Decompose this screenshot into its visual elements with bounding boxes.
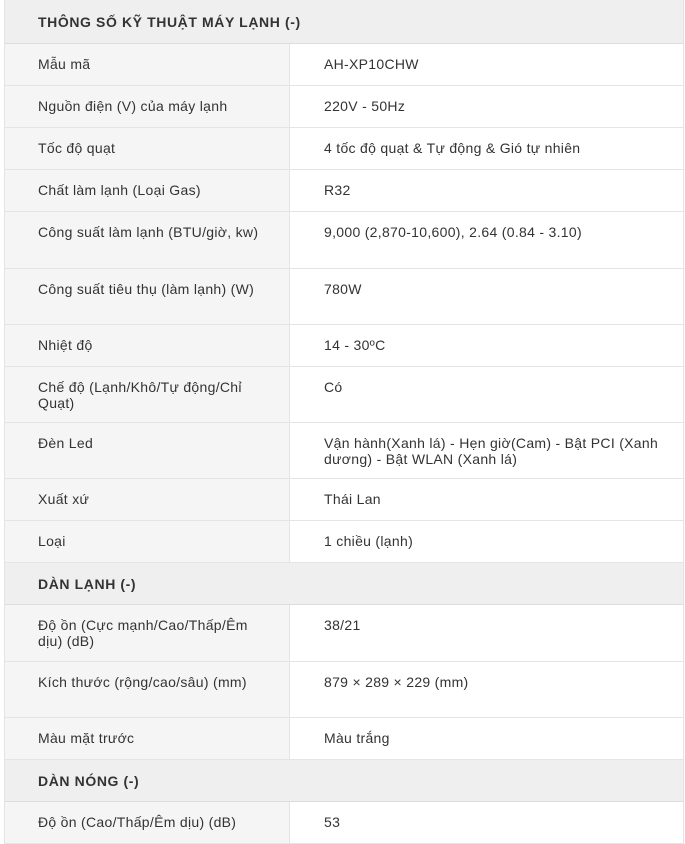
- spec-label: Tốc độ quạt: [5, 128, 290, 169]
- spec-value: Màu trắng: [290, 718, 683, 759]
- section-header-outdoor-unit: DÀN NÓNG (-): [5, 760, 683, 802]
- spec-label: Xuất xứ: [5, 479, 290, 520]
- spec-row-cooling-capacity: [5, 212, 683, 269]
- spec-label: Nhiệt độ: [5, 325, 290, 366]
- spec-label: Chế độ (Lạnh/Khô/Tự động/Chỉ Quạt): [5, 367, 290, 422]
- spec-row-temperature: [5, 325, 683, 367]
- spec-value: Thái Lan: [290, 479, 683, 520]
- spec-label: Nguồn điện (V) của máy lạnh: [5, 86, 290, 127]
- spec-label: Kích thước (rộng/cao/sâu) (mm): [5, 662, 290, 717]
- spec-row-led: [5, 423, 683, 479]
- spec-row-power-consumption: [5, 269, 683, 325]
- spec-value: 53: [290, 802, 683, 843]
- spec-row-modes: [5, 367, 683, 423]
- spec-label: Chất làm lạnh (Loại Gas): [5, 170, 290, 211]
- spec-row-power-source: [5, 86, 683, 128]
- spec-row-dimensions: [5, 662, 683, 718]
- spec-value: AH-XP10CHW: [290, 44, 683, 85]
- spec-value: 38/21: [290, 605, 683, 661]
- spec-row-fan-speed: [5, 128, 683, 170]
- section-header-specs: THÔNG SỐ KỸ THUẬT MÁY LẠNH (-): [5, 0, 683, 44]
- spec-value: 1 chiều (lạnh): [290, 521, 683, 562]
- spec-label: Độ ồn (Cực mạnh/Cao/Thấp/Êm dịu) (dB): [5, 605, 290, 661]
- spec-value: 879 × 289 × 229 (mm): [290, 662, 683, 717]
- spec-value: 780W: [290, 269, 683, 324]
- spec-label: Mẫu mã: [5, 44, 290, 85]
- spec-value: Vận hành(Xanh lá) - Hẹn giờ(Cam) - Bật PCI (Xanh dương) - Bật WLAN (Xanh lá): [290, 423, 683, 478]
- spec-value: 220V - 50Hz: [290, 86, 683, 127]
- spec-value: Có: [290, 367, 683, 422]
- spec-label: Đèn Led: [5, 423, 290, 478]
- spec-row-origin: [5, 479, 683, 521]
- spec-row-indoor-noise: [5, 605, 683, 662]
- spec-table: [4, 0, 684, 844]
- spec-row-outdoor-noise: [5, 802, 683, 844]
- spec-label: Màu mặt trước: [5, 718, 290, 759]
- section-header-indoor-unit: DÀN LẠNH (-): [5, 563, 683, 605]
- spec-value: 4 tốc độ quạt & Tự động & Gió tự nhiên: [290, 128, 683, 169]
- spec-label: Độ ồn (Cao/Thấp/Êm dịu) (dB): [5, 802, 290, 843]
- spec-value: 9,000 (2,870-10,600), 2.64 (0.84 - 3.10): [290, 212, 683, 268]
- spec-value: R32: [290, 170, 683, 211]
- spec-label: Công suất tiêu thụ (làm lạnh) (W): [5, 269, 290, 324]
- spec-row-front-color: [5, 718, 683, 760]
- spec-row-refrigerant: [5, 170, 683, 212]
- spec-row-model: [5, 44, 683, 86]
- spec-row-type: [5, 521, 683, 563]
- spec-label: Loại: [5, 521, 290, 562]
- spec-value: 14 - 30ºC: [290, 325, 683, 366]
- spec-label: Công suất làm lạnh (BTU/giờ, kw): [5, 212, 290, 268]
